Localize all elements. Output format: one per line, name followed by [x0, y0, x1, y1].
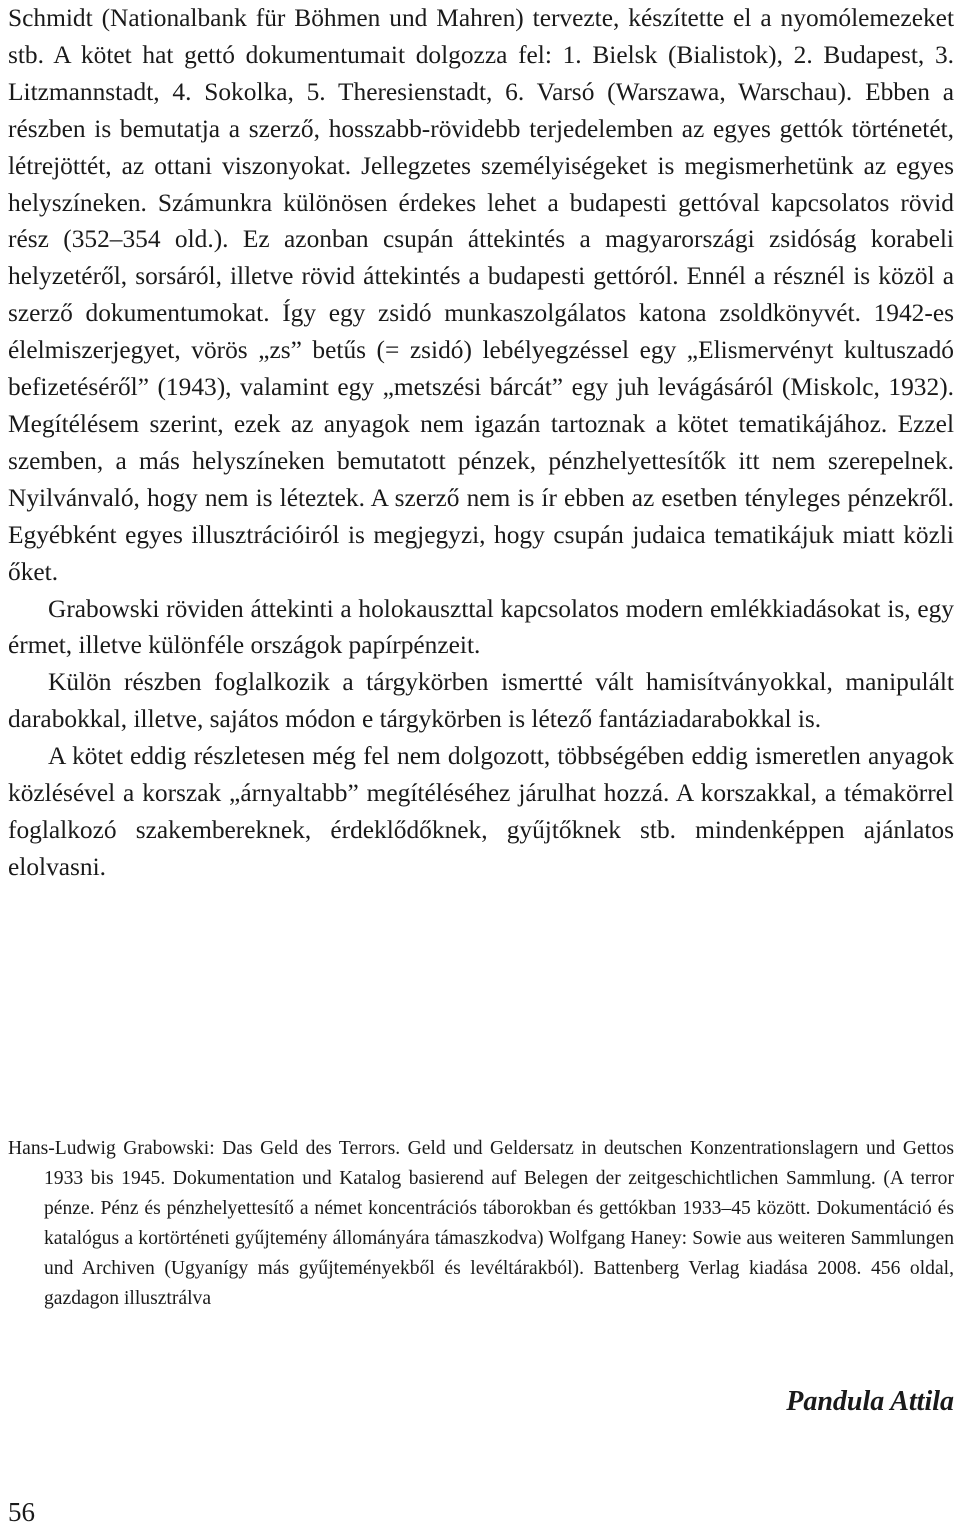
article-page [8, 0, 954, 886]
article-body [8, 0, 954, 886]
author-signature: Pandula Attila [786, 1386, 954, 1417]
paragraph-4: A kötet eddig részletesen még fel nem dolgozott, többségében eddig ismeretlen anyagok közlésével a korszak „árnyaltabb” megítéléséhez járulhat hozzá. A korszakkal, a témakörrel foglalkozó szakembereknek, érdeklődőknek, gyűjtőknek stb. mindenképpen ajánlatos elolvasni. [8, 742, 954, 881]
paragraph-3: Külön részben foglalkozik a tárgykörben ismertté vált hamisítványokkal, manipulált darabokkal, illetve, sajátos módon e tárgykörben is létező fantáziadarabokkal is. [8, 668, 954, 734]
paragraph-2: Grabowski röviden áttekinti a holokauszttal kapcsolatos modern emlékkiadásokat is, egy érmet, illetve különféle országok papírpénzeit. [8, 594, 954, 660]
page-number: 56 [8, 1497, 35, 1527]
bibliographic-reference: Hans-Ludwig Grabowski: Das Geld des Terrors. Geld und Geldersatz in deutschen Konzentrationslagern und Gettos 1933 bis 1945. Dokumentation und Katalog basierend auf Belegen der zeitgeschichtlichen Sammlung. (A terror pénze. Pénz és pénzhelyettesítő a német koncentrációs táborokban és gettókban 1933–45 között. Dokumentáció és katalógus a kortörténeti gyűjtemény állományára támaszkodva) Wolfgang Haney: Sowie aus weiteren Sammlungen und Archiven (Ugyanígy más gyűjteményekből és levéltárakból). Battenberg Verlag kiadása 2008. 456 oldal, gazdagon illusztrálva [8, 1138, 954, 1310]
paragraph-1: Schmidt (Nationalbank für Böhmen und Mahren) tervezte, készítette el a nyomólemezeket stb. A kötet hat gettó dokumentumait dolgozza fel: 1. Bielsk (Bialistok), 2. Budapest, 3. Litzmannstadt, 4. Sokolka, 5. Theresienstadt, 6. Varsó (Warszawa, Warschau). Ebben a részben is bemutatja a szerző, hosszabb-rövidebb terjedelemben az egyes gettók történetét, létrejöttét, az ottani viszonyokat. Jellegzetes személyiségeket is megismerhetünk az egyes helyszíneken. Számunkra különösen érdekes lehet a budapesti gettóval kapcsolatos rövid rész (352–354 old.). Ez azonban csupán áttekintés a magyarországi zsidóság korabeli helyzetéről, sorsáról, illetve rövid áttekintés a budapesti gettóról. Ennél a résznél is közöl a szerző dokumentumokat. Így egy zsidó munkaszolgálatos katona zsoldkönyvét. 1942-es élelmiszerjegyet, vörös „zs” betűs (= zsidó) lebélyegzéssel egy „Elismervényt kultuszadó befizetéséről” (1943), valamint egy „metszési bárcát” egy juh levágásáról (Miskolc, 1932). Megítélésem szerint, ezek az anyagok nem igazán tartoznak a kötet tematikájához. Ezzel szemben, a más helyszíneken bemutatott pénzek, pénzhelyettesítők itt nem szerepelnek. Nyilvánvaló, hogy nem is léteztek. A szerző nem is ír ebben az esetben tényleges pénzekről. Egyébként egyes illusztrációiról is megjegyzi, hogy csupán judaica tematikájuk miatt közli őket. [8, 4, 954, 586]
